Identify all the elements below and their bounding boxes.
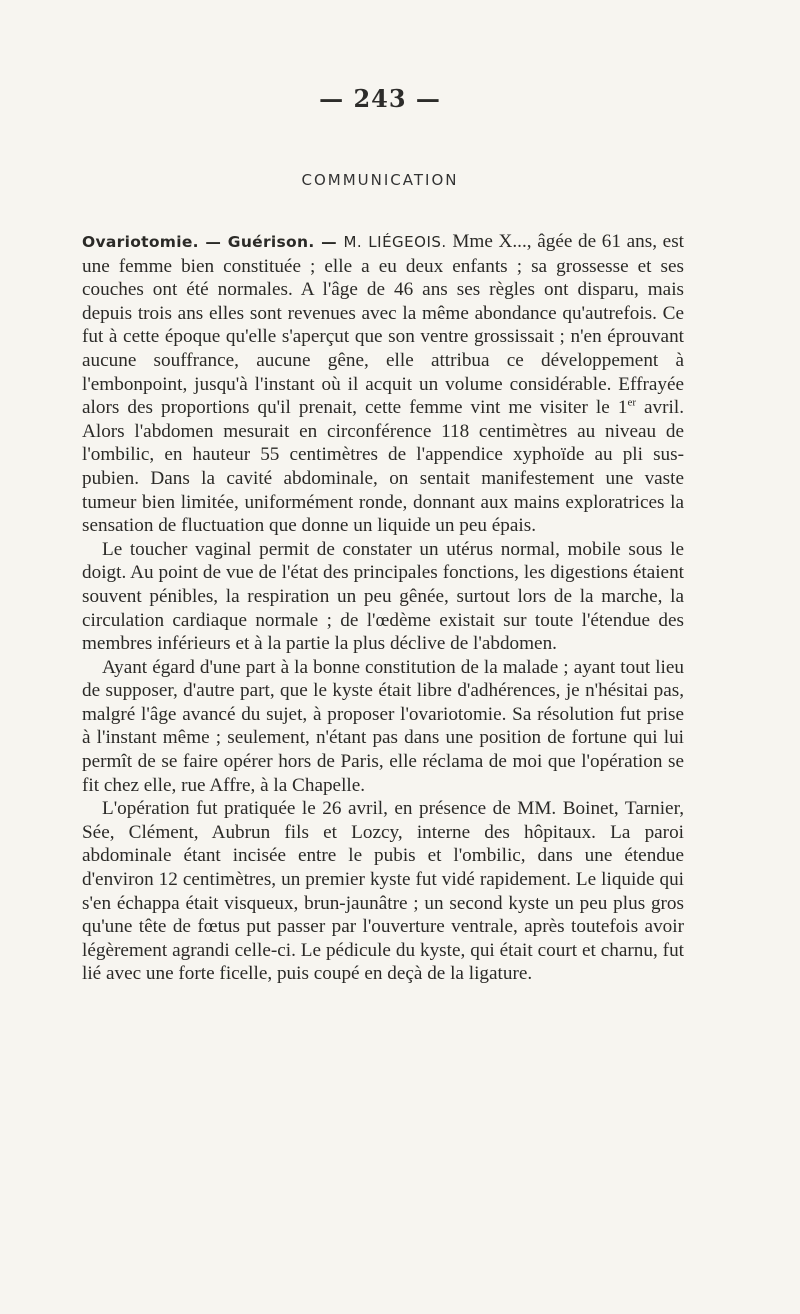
- date-superscript: er: [627, 396, 636, 409]
- date-number: 1: [617, 397, 628, 419]
- speaker-name: M. LIÉGEOIS.: [343, 233, 447, 251]
- paragraph-1: [82, 230, 684, 538]
- paragraph-1-text: Mme X..., âgée de 61 ans, est une femme bien constituée ; elle a eu deux enfants ; sa grossesse et ses couches ont été normales. A l'âge de 46 ans ses règles ont disparu, mais depuis trois ans elles sont revenues avec la même abondance qu'autrefois. Ce fut à cette époque qu'elle s'aperçut que son ventre grossissait ; n'en éprouvant aucune souffrance, aucune gêne, elle attribua ce développement à l'embonpoint, jusqu'à l'instant où il acquit un volume considérable. Effrayée alors des proportions qu'il prenait, cette femme vint me visiter le: [82, 231, 685, 419]
- article-body: [82, 230, 684, 986]
- paragraph-1-rest: avril. Alors l'abdomen mesurait en circonférence 118 centimètres au niveau de l'ombilic, en hauteur 55 centimètres de l'appendice xyphoïde au pli sus-pubien. Dans la cavité abdominale, on sentait manifestement une vaste tumeur bien limitée, uniformément ronde, donnant aux mains exploratrices la sensation de fluctuation que donne un liquide un peu épais.: [82, 397, 684, 537]
- section-title: COMMUNICATION: [301, 171, 459, 189]
- paragraph-3: Ayant égard d'une part à la bonne constitution de la malade ; ayant tout lieu de supposer, d'autre part, que le kyste était libre d'adhérences, je n'hésitai pas, malgré l'âge avancé du sujet, à proposer l'ovariotomie. Sa résolution fut prise à l'instant même ; seulement, n'étant pas dans une position de fortune qui lui permît de se faire opérer hors de Paris, elle réclama de moi que l'opération se fit chez elle, rue Affre, à la Chapelle.: [82, 656, 684, 796]
- paragraph-2: Le toucher vaginal permit de constater un utérus normal, mobile sous le doigt. Au point de vue de l'état des principales fonctions, les digestions étaient souvent pénibles, la respiration un peu gênée, surtout lors de la marche, la circulation cardiaque normale ; de l'œdème existait sur toute l'étendue des membres inférieurs et à la partie la plus déclive de l'abdomen.: [82, 538, 684, 655]
- page-number: — 243 —: [319, 84, 441, 113]
- lead-title: Ovariotomie. — Guérison. —: [82, 233, 344, 251]
- paragraph-4: L'opération fut pratiquée le 26 avril, en présence de MM. Boinet, Tarnier, Sée, Clément, Aubrun fils et Lozcy, interne des hôpitaux. La paroi abdominale étant incisée entre le pubis et l'ombilic, dans une étendue d'environ 12 centimètres, un premier kyste fut vidé rapidement. Le liquide qui s'en échappa était visqueux, brun-jaunâtre ; un second kyste un peu plus gros qu'une tête de fœtus put passer par l'ouverture ventrale, après toutefois avoir légèrement agrandi celle-ci. Le pédicule du kyste, qui était court et charnu, fut lié avec une forte ficelle, puis coupé en deçà de la ligature.: [82, 798, 684, 985]
